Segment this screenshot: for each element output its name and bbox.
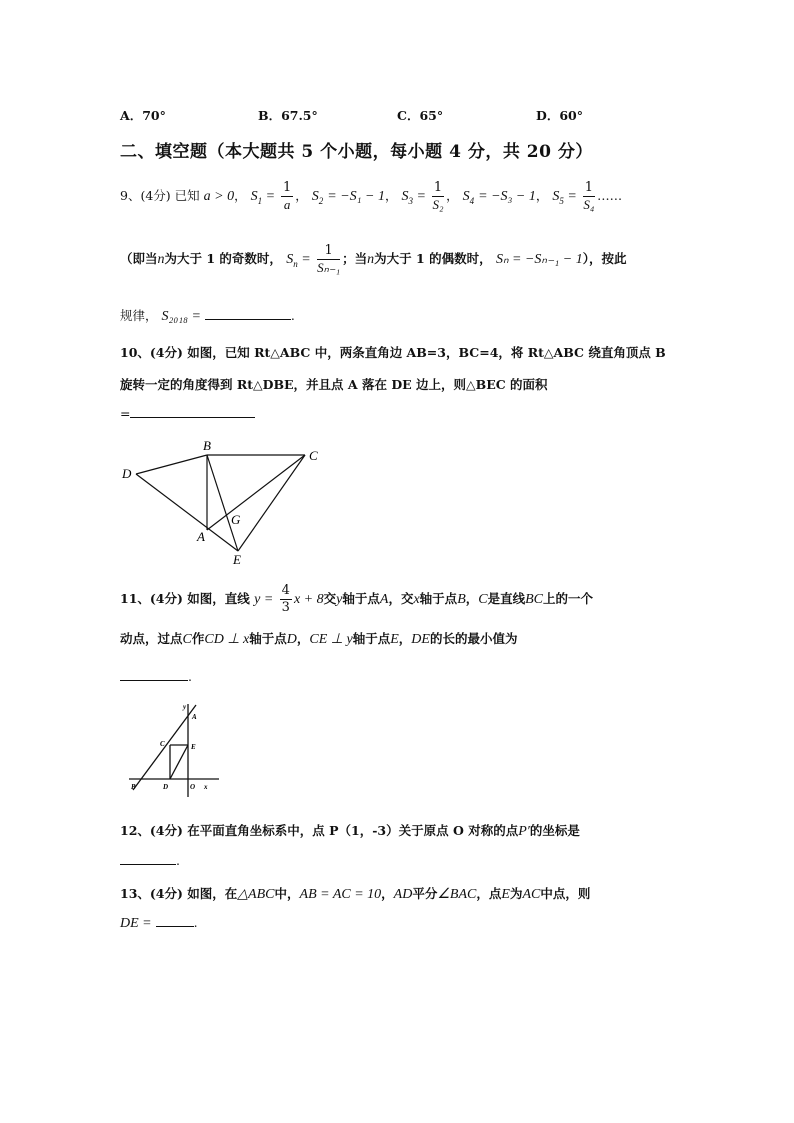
q13-answer-blank[interactable] — [156, 926, 194, 927]
q11-answer-blank[interactable] — [120, 680, 188, 681]
question-9-line-1: 9、(4分) 已知 a > 0， $S_1$ = $\frac{1}{a}$ ， $S_2 = -S_1 - 1$， $S_3$ = $\frac{1}{\text{S₂}}$ ， $S_4 = -S_3 - 1$， $S_5$ = $\frac{1}{\text{S₄}}$ …… — [120, 180, 623, 212]
q11-figure — [125, 700, 225, 800]
option-c: C．65° — [397, 108, 444, 123]
q9-s1-fraction: $\frac{1}{a}$ — [283, 180, 292, 212]
label-E: E — [233, 552, 241, 567]
segment-DE — [170, 745, 188, 779]
q9-answer-blank[interactable] — [205, 319, 291, 320]
label-C: C — [160, 740, 165, 748]
q10-answer-blank[interactable] — [130, 417, 255, 418]
label-x: x — [204, 783, 208, 791]
segment-DE — [136, 474, 238, 551]
question-11-line-3: . — [120, 669, 192, 684]
question-11-line-2: 动点，过点C作CD ⊥ x轴于点D，CE ⊥ y轴于点E，DE的长的最小值为 — [120, 631, 518, 647]
option-a: A．70° — [120, 108, 166, 123]
segment-DB — [136, 455, 207, 474]
q12-answer-blank[interactable] — [120, 864, 176, 865]
question-10-line-2: 旋转一定的角度得到 Rt△DBE，并且点 A 落在 DE 边上，则△BEC 的面积 — [120, 377, 548, 392]
q11-slope-fraction: $\frac{4}{3}$ — [281, 583, 290, 615]
label-G: G — [231, 512, 241, 527]
q9-condition: a > 0 — [203, 189, 235, 204]
label-C: C — [309, 448, 318, 463]
label-B: B — [131, 783, 136, 791]
question-12-line-1: 12、(4分) 在平面直角坐标系中，点 P（1，-3）关于原点 O 对称的点P′的坐标是 — [120, 823, 580, 839]
label-O: O — [190, 783, 196, 791]
q9-s5-fraction: $\frac{1}{\text{S₄}}$ — [583, 180, 595, 212]
q9-s2: = −S₁ − 1 — [327, 189, 385, 204]
question-10-line-1: 10、(4分) 如图，已知 Rt△ABC 中，两条直角边 AB=3，BC=4，将 Rt△ABC 绕直角顶点 B — [120, 345, 666, 360]
option-d: D．60° — [536, 108, 583, 123]
label-E: E — [191, 743, 196, 751]
question-13-line-2: DE = . — [120, 915, 198, 931]
q10-figure — [115, 435, 330, 570]
question-10-line-3: = — [120, 406, 255, 421]
question-12-line-2: . — [120, 853, 180, 868]
question-13-line-1: 13、(4分) 如图，在△ABC中，AB = AC = 10，AD平分∠BAC，点E为AC中点，则 — [120, 886, 591, 902]
q9-prefix: 9、(4分) 已知 — [120, 188, 200, 203]
segment-BE — [207, 455, 238, 551]
question-11-line-1: 11、(4分) 如图，直线 y = $\frac{4}{3}$ x + 8交y轴于点A，交x轴于点B，C是直线BC上的一个 — [120, 583, 594, 615]
label-A: A — [192, 713, 197, 721]
segment-CE — [238, 455, 305, 551]
question-9-line-2: （即当n为大于 1 的奇数时， $S_n$ = $\frac{1}{\text{Sₙ₋₁}}$ ；当n为大于 1 的偶数时， Sₙ = −Sₙ₋₁ − 1），按此 — [120, 243, 627, 275]
label-y: y — [183, 703, 187, 711]
segment-AC — [207, 455, 305, 530]
section-title: 二、填空题（本大题共 5 个小题，每小题 4 分，共 20 分） — [120, 142, 593, 162]
q9-sn-even: Sₙ = −Sₙ₋₁ − 1 — [495, 252, 583, 267]
option-b: B．67.5° — [258, 108, 318, 123]
q9-s3-fraction: $\frac{1}{\text{S₂}}$ — [432, 180, 444, 212]
q9-s2018: S₂₀₁₈ = — [161, 309, 201, 324]
q9-ellipsis: …… — [597, 188, 623, 203]
label-B: B — [203, 438, 211, 453]
label-D: D — [163, 783, 169, 791]
q9-s4: = −S₃ − 1 — [478, 189, 536, 204]
label-D: D — [122, 466, 132, 481]
question-9-line-3: 规律， S₂₀₁₈ = . — [120, 308, 295, 324]
q9-sn-fraction: $\frac{1}{\text{Sₙ₋₁}}$ — [317, 243, 341, 275]
label-A: A — [197, 529, 205, 544]
